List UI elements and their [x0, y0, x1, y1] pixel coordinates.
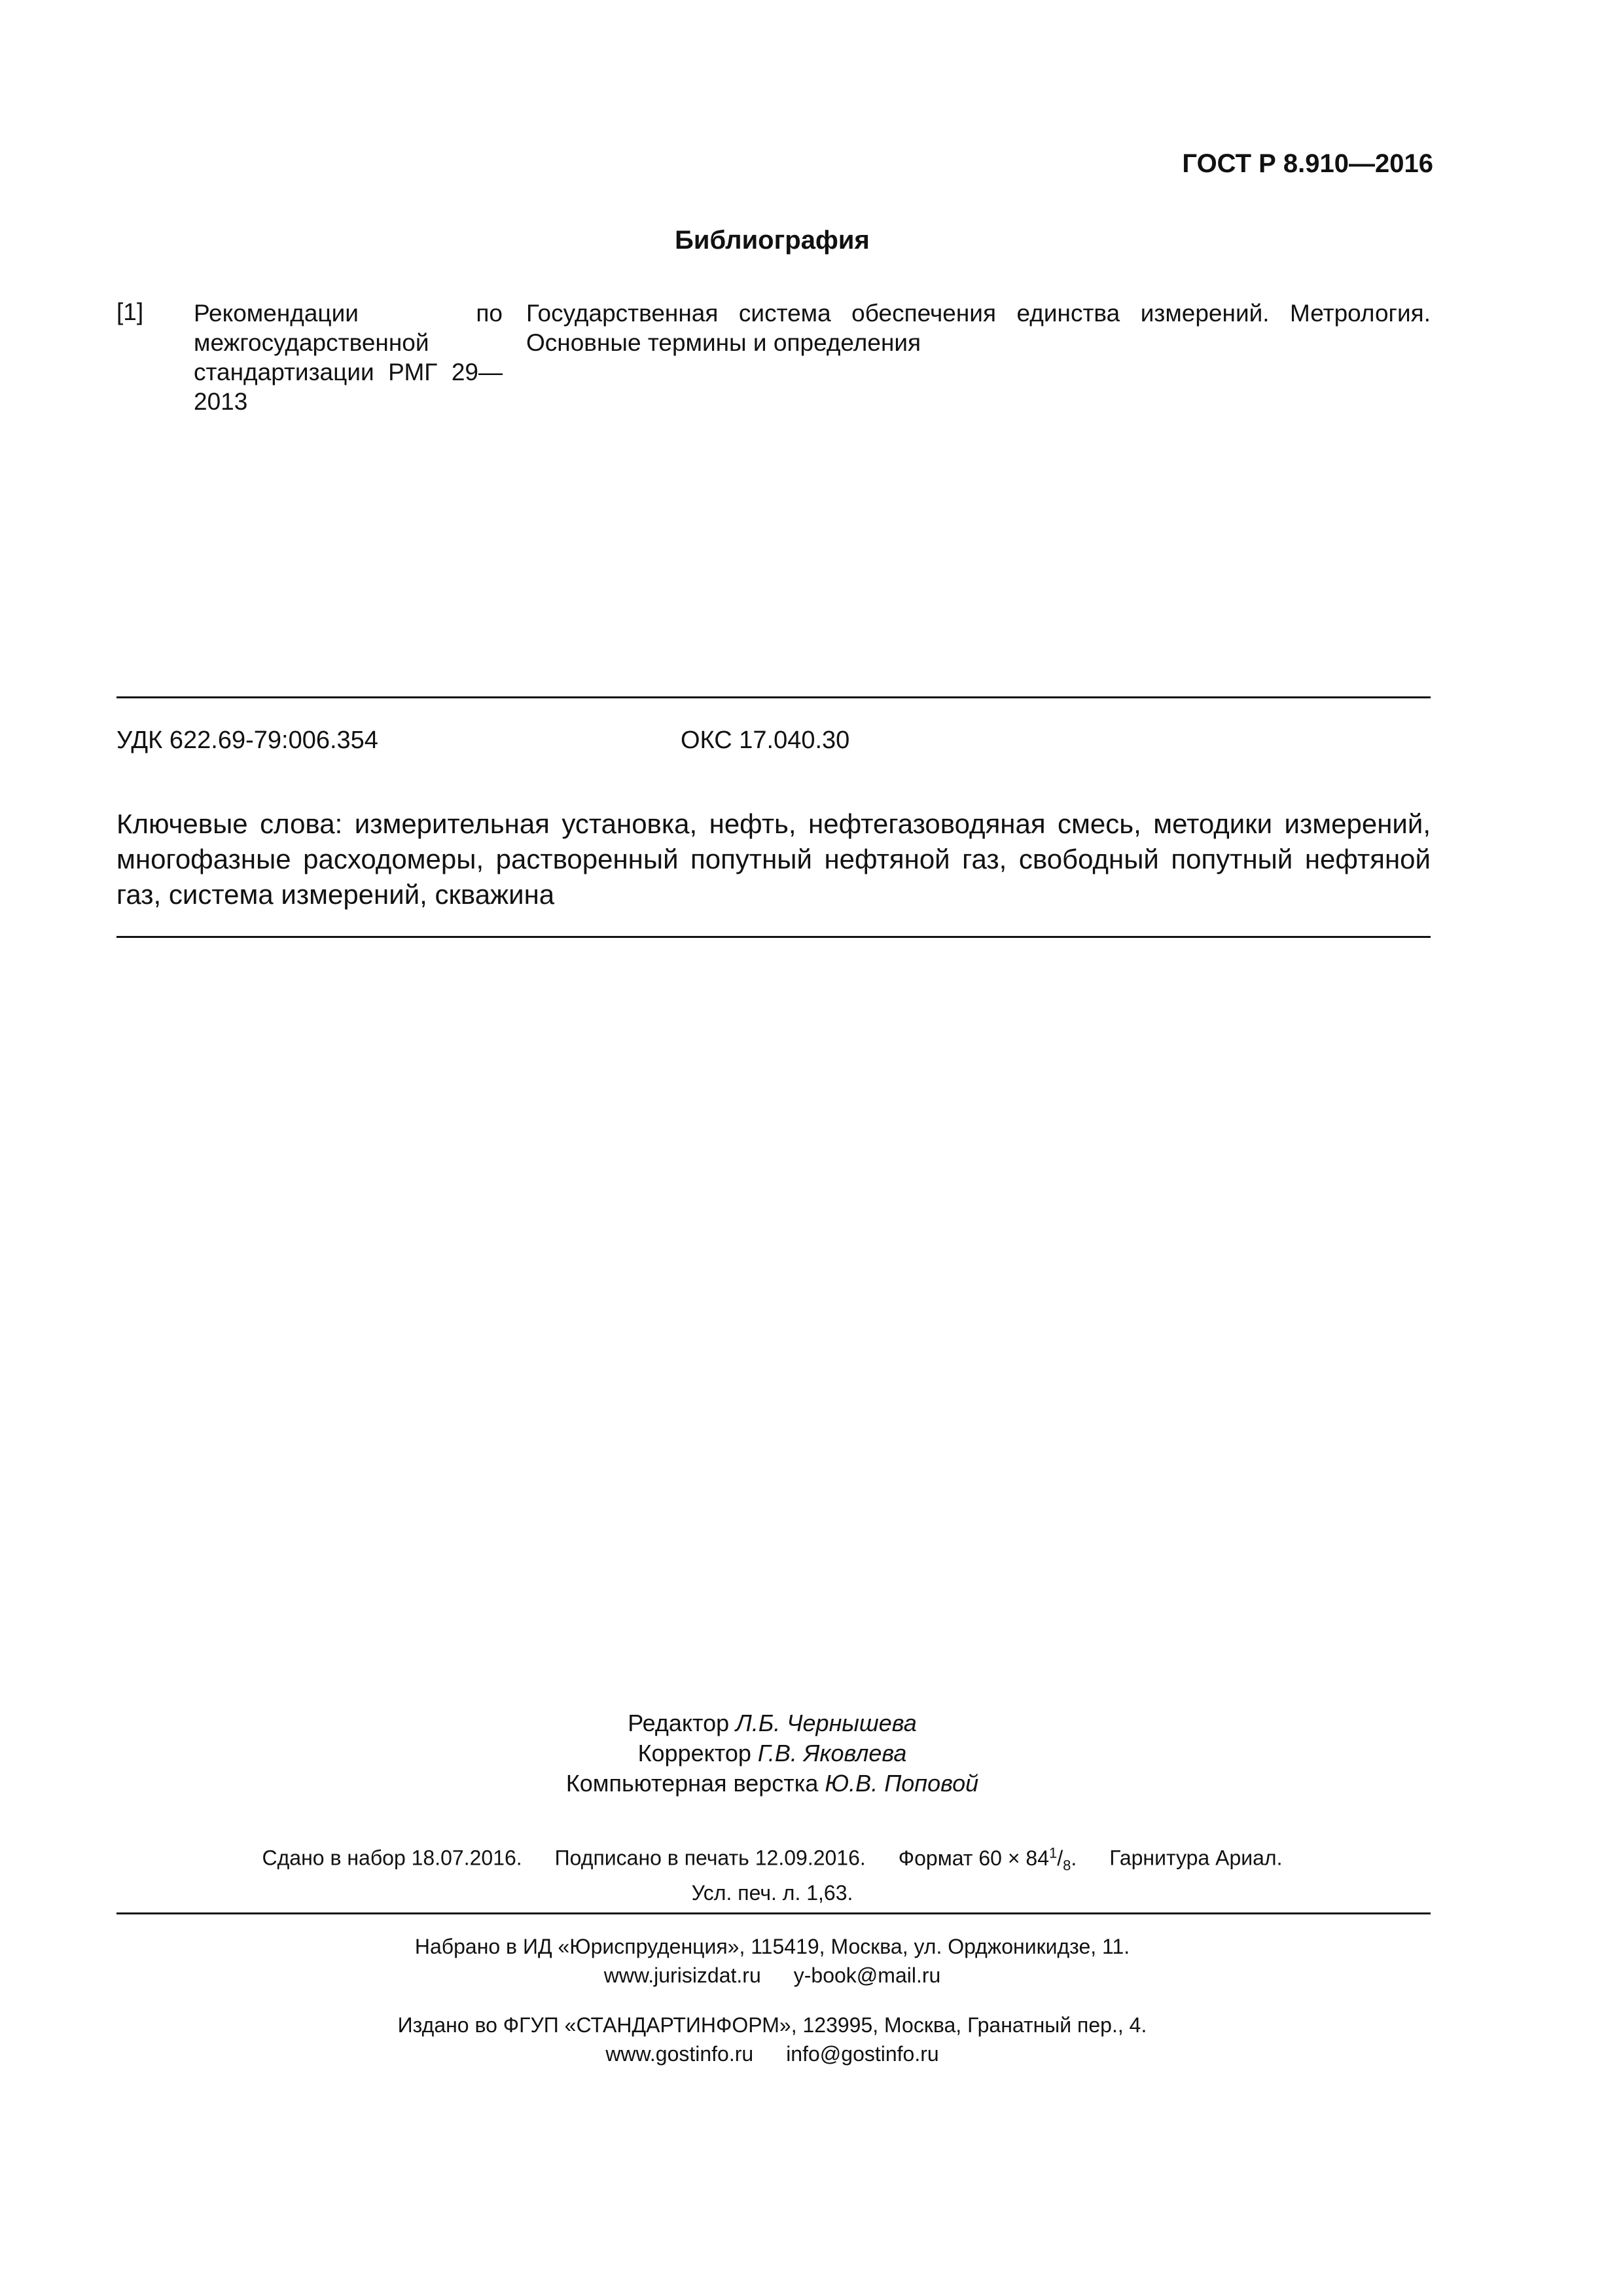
- typeset-publisher: Набрано в ИД «Юриспруденция», 115419, Москва, ул. Орджоникидзе, 11.: [414, 1935, 1130, 1958]
- editor-line: [0, 1708, 1544, 1738]
- paper-format: [898, 1844, 1077, 1874]
- corrector-name: Г.В. Яковлева: [757, 1740, 907, 1767]
- typeset-site-link[interactable]: www.jurisizdat.ru: [603, 1964, 761, 1987]
- paper-format-slash: /: [1057, 1846, 1063, 1870]
- divider: [116, 696, 1431, 698]
- divider: [116, 1912, 1431, 1914]
- bibliography-entry-title: Государственная система обеспечения единства измерений. Метрология. Основные термины и определения: [526, 300, 1431, 356]
- divider: [116, 936, 1431, 938]
- typeset-email-link[interactable]: y-book@mail.ru: [793, 1964, 941, 1987]
- credits-block: [0, 1708, 1544, 1799]
- layout-label: Компьютерная верстка: [565, 1770, 819, 1797]
- bibliography-entry-reference: Рекомендации по межгосударственной стандартизации РМГ 29—2013: [194, 300, 503, 415]
- typeset-contacts: [0, 1961, 1544, 1990]
- typeset-date: Сдано в набор 18.07.2016.: [262, 1846, 522, 1870]
- layout-line: [0, 1768, 1544, 1799]
- oks-code: ОКС 17.040.30: [681, 726, 850, 754]
- signed-date: Подписано в печать 12.09.2016.: [554, 1846, 866, 1870]
- bibliography-title: Библиография: [675, 226, 870, 255]
- publisher-address: Издано во ФГУП «СТАНДАРТИНФОРМ», 123995, Москва, Гранатный пер., 4.: [397, 2013, 1147, 2037]
- publisher-email-link[interactable]: info@gostinfo.ru: [786, 2042, 939, 2066]
- print-info-line-1: [0, 1839, 1544, 1879]
- typeset-publisher-block: [0, 1932, 1544, 1990]
- typeface: Гарнитура Ариал.: [1109, 1846, 1283, 1870]
- paper-format-suffix: .: [1071, 1846, 1077, 1870]
- bibliography-entry-number: [1]: [116, 298, 144, 325]
- corrector-line: [0, 1738, 1544, 1768]
- paper-format-sub: 8: [1063, 1857, 1071, 1874]
- corrector-label: Корректор: [637, 1740, 751, 1767]
- publisher-contacts: [0, 2039, 1544, 2068]
- layout-name: Ю.В. Поповой: [825, 1770, 979, 1797]
- udk-code: УДК 622.69-79:006.354: [116, 726, 378, 754]
- editor-label: Редактор: [628, 1710, 730, 1736]
- print-info: [0, 1839, 1544, 1907]
- document-code: ГОСТ Р 8.910—2016: [1182, 149, 1433, 178]
- editor-name: Л.Б. Чернышева: [736, 1710, 917, 1736]
- publisher-block: [0, 2011, 1544, 2068]
- keywords: Ключевые слова: измерительная установка, нефть, нефтегазоводяная смесь, методики измерений, многофазные расходомеры, растворенный попутный нефтяной газ, свободный попутный нефтяной газ, система измерений, скважина: [116, 808, 1431, 910]
- printed-sheets: Усл. печ. л. 1,63.: [691, 1881, 853, 1905]
- publisher-site-link[interactable]: www.gostinfo.ru: [605, 2042, 754, 2066]
- paper-format-prefix: Формат 60 × 84: [898, 1846, 1049, 1870]
- paper-format-sup: 1: [1049, 1844, 1058, 1861]
